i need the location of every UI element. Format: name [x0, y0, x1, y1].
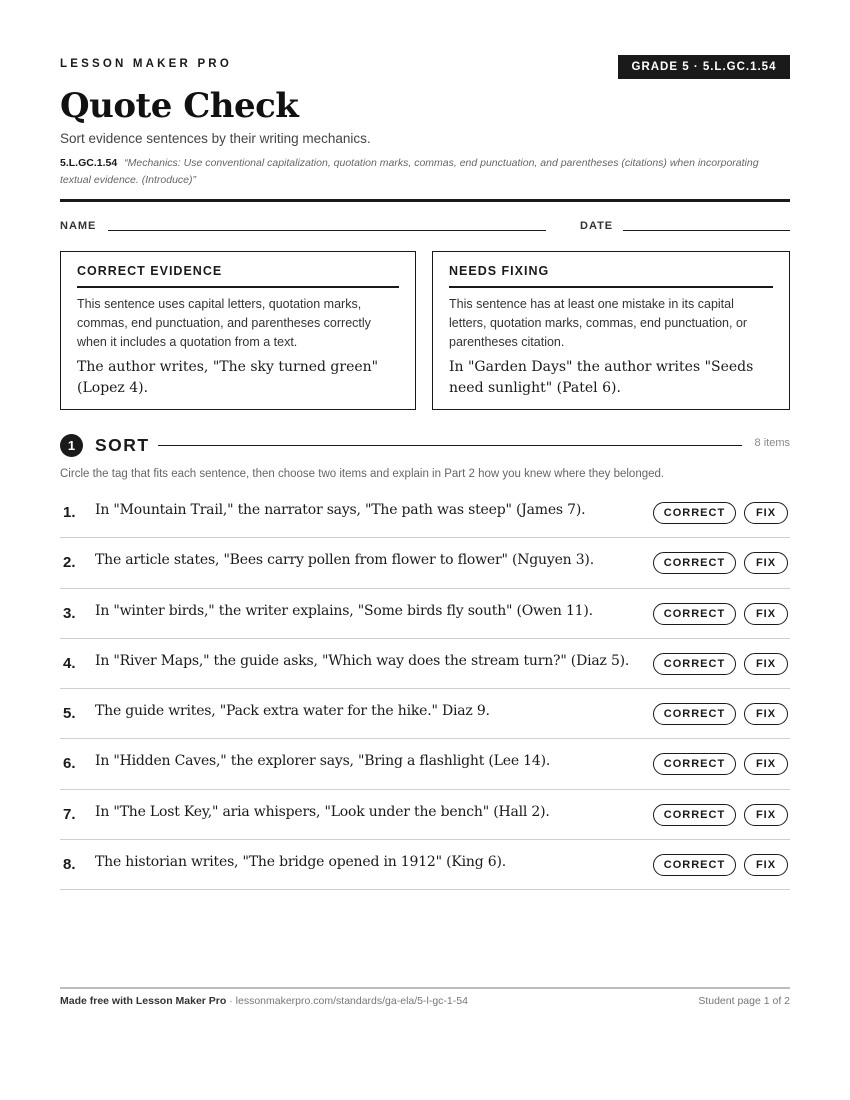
- section-title: SORT: [95, 435, 150, 455]
- category-description: This sentence uses capital letters, quotation marks, commas, end punctuation, and parentheses correctly when it includes a quotation from a text.: [77, 297, 371, 349]
- date-label: DATE: [580, 220, 614, 232]
- item-count: 8 items: [754, 437, 790, 449]
- section-divider: [158, 445, 742, 446]
- item-number: 3.: [63, 604, 76, 622]
- list-item: [60, 689, 790, 739]
- fix-tag[interactable]: FIX: [744, 603, 788, 625]
- category-title: NEEDS FIXING: [449, 264, 773, 288]
- step-number-badge: 1: [60, 434, 83, 457]
- category-example: In "Garden Days" the author writes "Seeds need sunlight" (Patel 6).: [449, 359, 754, 396]
- standard-description: [60, 155, 760, 189]
- list-item: [60, 739, 790, 789]
- fix-tag[interactable]: FIX: [744, 653, 788, 675]
- item-sentence: In "Hidden Caves," the explorer says, "Bring a flashlight (Lee 14).: [95, 753, 551, 770]
- footer-credit: [60, 995, 468, 1007]
- footer-made-with: Made free with Lesson Maker Pro: [60, 995, 227, 1007]
- item-number: 5.: [63, 705, 76, 723]
- list-item: [60, 538, 790, 588]
- correct-tag[interactable]: CORRECT: [653, 854, 736, 876]
- fix-tag[interactable]: FIX: [744, 804, 788, 826]
- correct-tag[interactable]: CORRECT: [653, 502, 736, 524]
- name-label: NAME: [60, 220, 97, 232]
- list-item: [60, 639, 790, 689]
- correct-tag[interactable]: CORRECT: [653, 653, 736, 675]
- footer-divider: [60, 987, 790, 989]
- item-sentence: In "River Maps," the guide asks, "Which way does the stream turn?" (Diaz 5).: [95, 652, 630, 669]
- fix-tag[interactable]: FIX: [744, 703, 788, 725]
- correct-tag[interactable]: CORRECT: [653, 703, 736, 725]
- sort-section-header: [60, 432, 790, 458]
- correct-tag[interactable]: CORRECT: [653, 552, 736, 574]
- standard-text: “Mechanics: Use conventional capitalization, quotation marks, commas, end punctuation, and parentheses (citations) when incorporating textual evidence. (Introduce)”: [60, 157, 759, 186]
- correct-tag[interactable]: CORRECT: [653, 753, 736, 775]
- list-item: [60, 840, 790, 890]
- correct-tag[interactable]: CORRECT: [653, 804, 736, 826]
- footer-url[interactable]: lessonmakerpro.com/standards/ga-ela/5-l-gc-1-54: [235, 995, 468, 1007]
- page-title: Quote Check: [60, 86, 299, 126]
- item-sentence: In "The Lost Key," aria whispers, "Look under the bench" (Hall 2).: [95, 803, 550, 820]
- item-number: 6.: [63, 755, 76, 773]
- name-date-row: [60, 219, 790, 235]
- item-number: 8.: [63, 856, 76, 874]
- item-number: 7.: [63, 805, 76, 823]
- category-example: The author writes, "The sky turned green" (Lopez 4).: [77, 359, 379, 396]
- category-description: This sentence has at least one mistake in its capital letters, quotation marks, commas, end punctuation, or parentheses citation.: [449, 297, 748, 349]
- page-subtitle: Sort evidence sentences by their writing mechanics.: [60, 131, 371, 146]
- list-item: [60, 488, 790, 538]
- worksheet-page: [60, 0, 790, 1100]
- fix-tag[interactable]: FIX: [744, 753, 788, 775]
- header-divider: [60, 199, 790, 202]
- list-item: [60, 589, 790, 639]
- item-number: 4.: [63, 654, 76, 672]
- sort-item-list: [60, 488, 790, 890]
- sort-instructions: Circle the tag that fits each sentence, then choose two items and explain in Part 2 how you knew where they belonged.: [60, 468, 665, 480]
- item-sentence: In "Mountain Trail," the narrator says, "The path was steep" (James 7).: [95, 502, 586, 518]
- grade-badge: GRADE 5 · 5.L.GC.1.54: [618, 55, 790, 79]
- fix-tag[interactable]: FIX: [744, 854, 788, 876]
- brand-name: LESSON MAKER PRO: [60, 58, 232, 70]
- fix-tag[interactable]: FIX: [744, 502, 788, 524]
- item-sentence: In "winter birds," the writer explains, "Some birds fly south" (Owen 11).: [95, 602, 593, 619]
- standard-code: 5.L.GC.1.54: [60, 157, 118, 169]
- date-field[interactable]: [623, 230, 790, 231]
- category-correct-evidence: [60, 251, 416, 410]
- item-sentence: The guide writes, "Pack extra water for the hike." Diaz 9.: [95, 703, 490, 720]
- item-sentence: The historian writes, "The bridge opened in 1912" (King 6).: [95, 854, 506, 871]
- category-title: CORRECT EVIDENCE: [77, 264, 399, 288]
- name-field[interactable]: [108, 230, 546, 231]
- category-needs-fixing: [432, 251, 790, 410]
- list-item: [60, 790, 790, 840]
- item-number: 1.: [63, 504, 76, 521]
- item-number: 2.: [63, 554, 76, 572]
- fix-tag[interactable]: FIX: [744, 552, 788, 574]
- item-sentence: The article states, "Bees carry pollen from flower to flower" (Nguyen 3).: [95, 552, 594, 569]
- footer-separator: ·: [229, 995, 236, 1007]
- page-number: Student page 1 of 2: [698, 995, 790, 1007]
- correct-tag[interactable]: CORRECT: [653, 603, 736, 625]
